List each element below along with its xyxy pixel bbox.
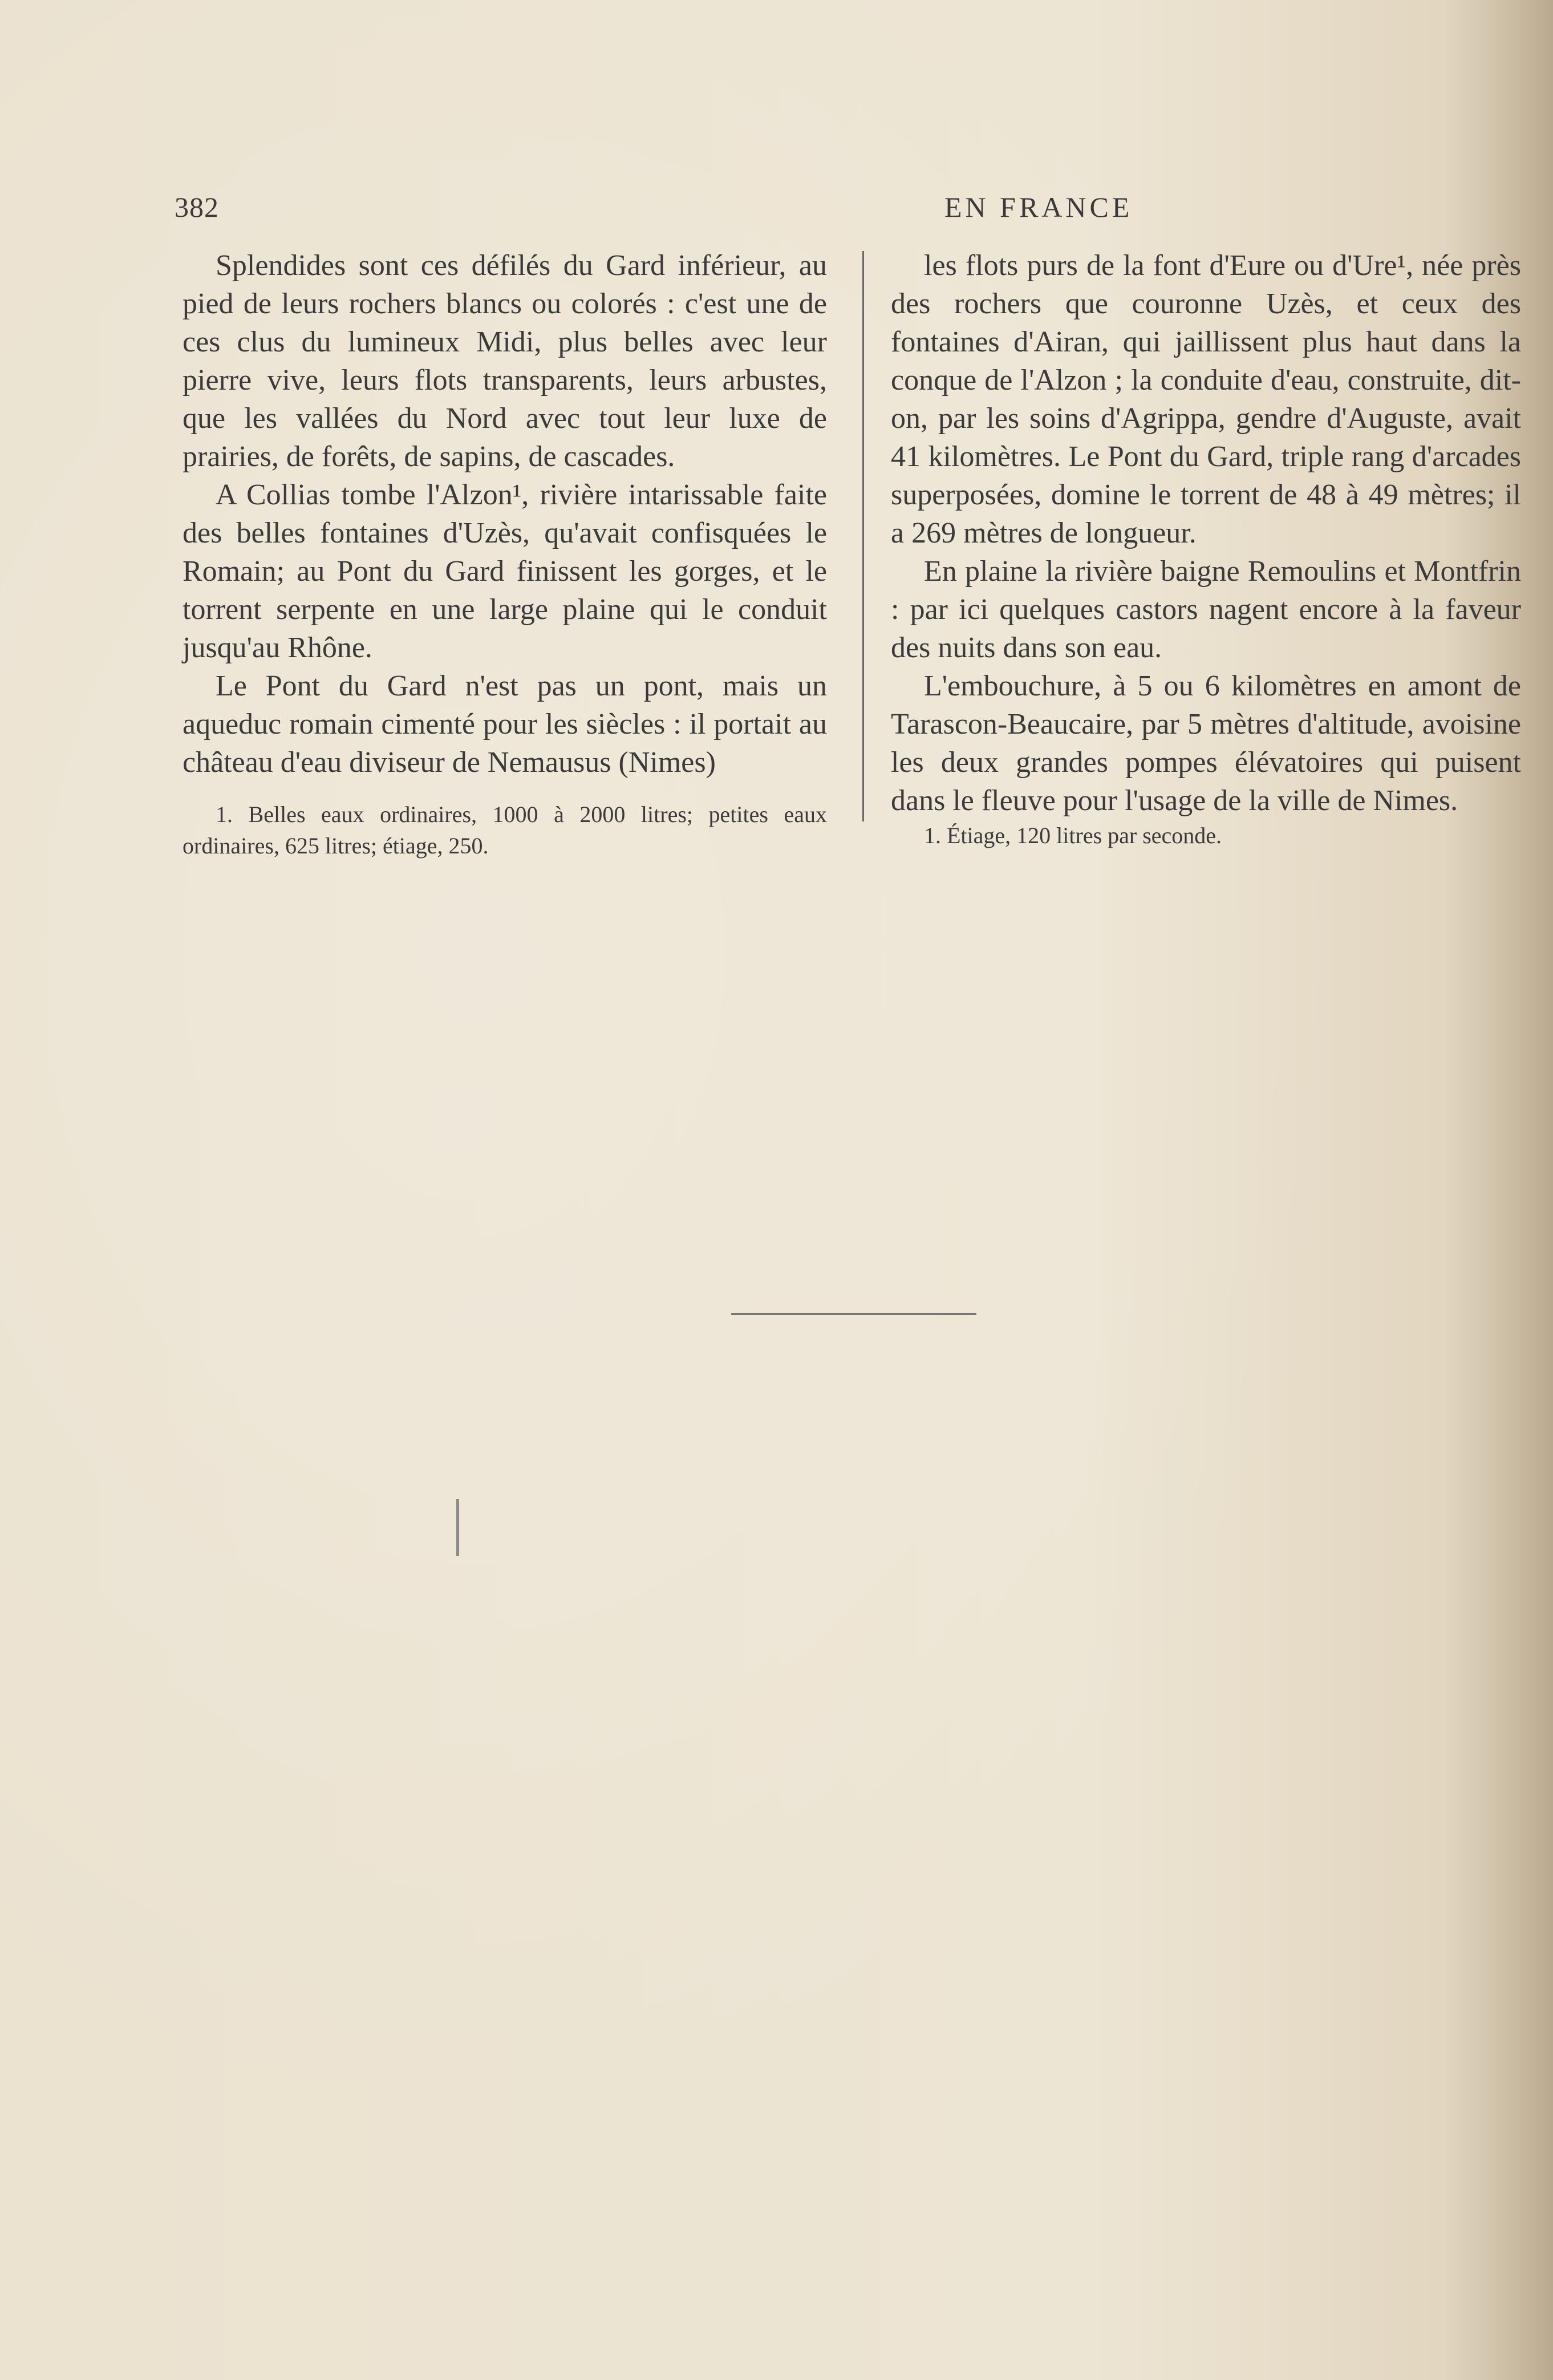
page-header: [175, 191, 1520, 225]
page-number: 382: [175, 191, 219, 223]
paragraph: Le Pont du Gard n'est pas un pont, mais un aqueduc romain cimenté pour les siècles : il portait au château d'eau diviseur de Nemausus (Nimes): [183, 670, 827, 779]
paragraph: L'embouchure, à 5 ou 6 kilomètres en amont de Tarascon-Beaucaire, par 5 mètres d'altitude, avoisine les deux grandes pompes élévatoires qui puisent dans le fleuve pour l'usage de la ville de Nimes.: [891, 670, 1521, 817]
column-divider: [862, 251, 864, 821]
left-column: [183, 246, 827, 861]
paragraph: A Collias tombe l'Alzon¹, rivière intarissable faite des belles fontaines d'Uzès, qu'avait confisquées le Romain; au Pont du Gard finissent les gorges, et le torrent serpente en une large plaine qui le conduit jusqu'au Rhône.: [183, 479, 827, 664]
paragraph: Splendides sont ces défilés du Gard inférieur, au pied de leurs rochers blancs ou colorés : c'est une de ces clus du lumineux Midi, plus belles avec leur pierre vive, leurs flots transparents, leurs arbustes, que les vallées du Nord avec tout leur luxe de prairies, de forêts, de sapins, de cascades.: [183, 249, 827, 473]
paragraph: En plaine la rivière baigne Remoulins et Montfrin : par ici quelques castors nagent encore à la faveur des nuits dans son eau.: [891, 555, 1521, 664]
footnote: 1. Étiage, 120 litres par seconde.: [924, 823, 1222, 848]
section-end-rule: [731, 1313, 976, 1315]
footnote: 1. Belles eaux ordinaires, 1000 à 2000 litres; petites eaux ordinaires, 625 litres; étiage, 250.: [183, 802, 827, 859]
page-mark: [456, 1499, 459, 1556]
right-column: [891, 246, 1521, 851]
running-title: EN FRANCE: [944, 191, 1133, 223]
paragraph: les flots purs de la font d'Eure ou d'Ure¹, née près des rochers que couronne Uzès, et ceux des fontaines d'Airan, qui jaillissent plus haut dans la conque de l'Alzon ; la conduite d'eau, construite, dit-on, par les soins d'Agrippa, gendre d'Auguste, avait 41 kilomètres. Le Pont du Gard, triple rang d'arcades superposées, domine le torrent de 48 à 49 mètres; il a 269 mètres de longueur.: [891, 249, 1521, 549]
